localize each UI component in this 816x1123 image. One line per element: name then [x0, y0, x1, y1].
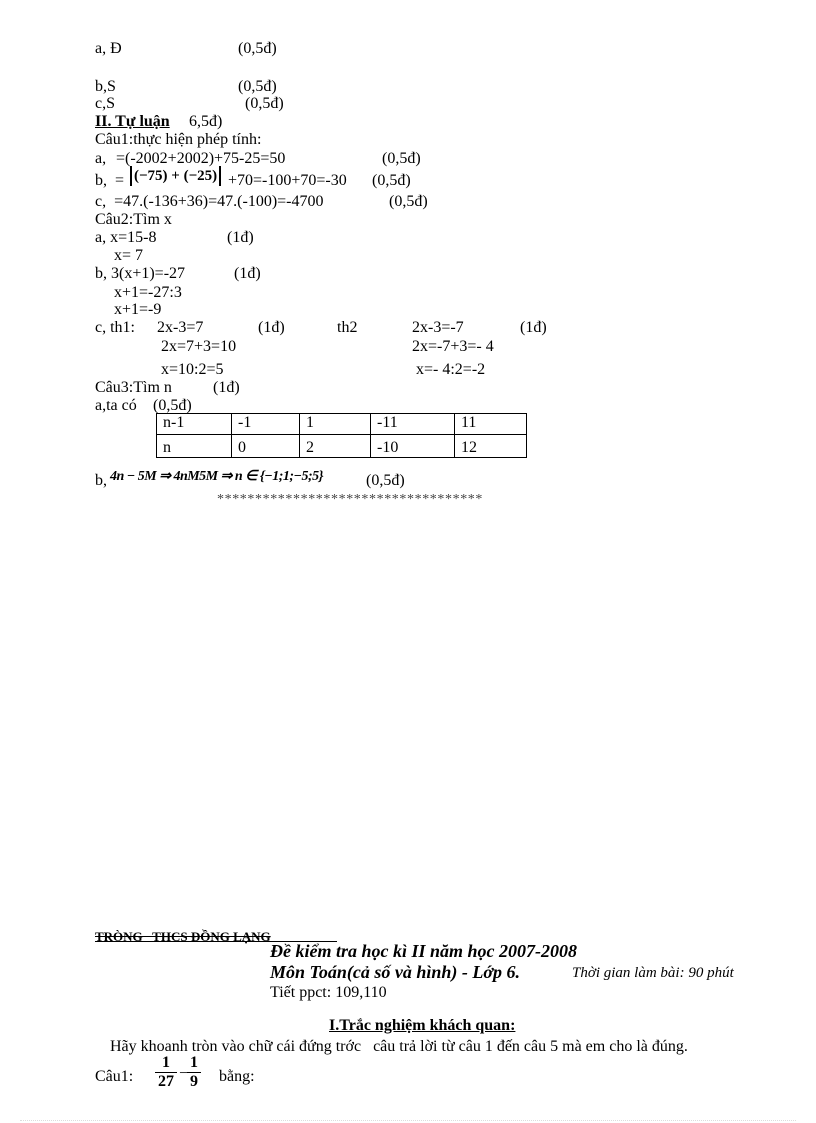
answer-c-score: (0,5đ): [245, 95, 284, 112]
cau2-b-score: (1đ): [234, 265, 261, 282]
cau2-a1: a, x=15-8: [95, 229, 157, 246]
divisor-table: [156, 413, 527, 458]
cau3-title: Câu3:Tìm n: [95, 379, 172, 396]
table-cell: -10: [371, 435, 455, 458]
exam-title: Đề kiểm tra học kì II năm học 2007-2008: [270, 941, 578, 961]
cau1-b-prefix: b, =: [95, 172, 125, 189]
cau2-c-prefix: c, th1:: [95, 319, 135, 336]
exam-periods: Tiết ppct: 109,110: [270, 984, 387, 1001]
page-bottom-divider: [20, 1120, 796, 1121]
cau2-b2: x+1=-27:3: [114, 284, 182, 301]
answer-a-label: a, Đ: [95, 40, 122, 57]
cau1-title: Câu1:thực hiện phép tính:: [95, 131, 262, 148]
table-cell: 1: [300, 414, 371, 435]
table-cell: -11: [371, 414, 455, 435]
cau1-a-score: (0,5đ): [382, 150, 421, 167]
table-cell: -1: [232, 414, 300, 435]
cau2-title: Câu2:Tìm x: [95, 211, 172, 228]
cau3-a-score: (0,5đ): [153, 397, 192, 414]
q1-label: Câu1:: [95, 1068, 134, 1085]
cau1-c-score: (0,5đ): [389, 193, 428, 210]
school-name: TRÒNG THCS ĐỒNG LẠNG: [95, 929, 271, 944]
cau2-b3: x+1=-9: [114, 301, 162, 318]
cau2-a2: x= 7: [114, 247, 144, 264]
cau2-a-score: (1đ): [227, 229, 254, 246]
answer-b-score: (0,5đ): [238, 78, 277, 95]
table-cell: 2: [300, 435, 371, 458]
essay-heading: II. Tự luận: [95, 113, 170, 130]
q1-minus: −: [179, 1065, 189, 1082]
exam-time: Thời gian làm bài: 90 phút: [572, 965, 734, 981]
table-cell: 12: [455, 435, 527, 458]
section1-heading: I.Trắc nghiệm khách quan:: [329, 1017, 516, 1034]
exam-subject: Môn Toán(cả số và hình) - Lớp 6.: [270, 962, 521, 982]
table-cell: 0: [232, 435, 300, 458]
cau2-b1: b, 3(x+1)=-27: [95, 265, 186, 282]
answer-c-label: c,S: [95, 95, 115, 112]
q1-suffix: bằng:: [219, 1068, 255, 1085]
cau1-b-score: (0,5đ): [372, 172, 411, 189]
q1-fraction-2-numerator: 1: [187, 1054, 201, 1073]
stars-separator: ***********************************: [217, 492, 483, 507]
cau2-c-th2-label: th2: [337, 319, 358, 336]
table-row: [157, 435, 527, 458]
table-row: [157, 414, 527, 435]
q1-fraction-1-denominator: 27: [158, 1073, 174, 1090]
cau3-b-formula: 4n − 5M ⇒ 4nM5M ⇒ n ∈ {−1;1;−5;5}: [110, 469, 324, 484]
cau3-title-score: (1đ): [213, 379, 240, 396]
cau1-a-text: =(-2002+2002)+75-25=50: [116, 150, 286, 167]
q1-fraction-1-numerator: 1: [155, 1054, 177, 1073]
q1-fraction-1: [155, 1054, 177, 1091]
section1-instruction: Hãy khoanh tròn vào chữ cái đứng trớc câu trả lời từ câu 1 đến câu 5 mà em cho là đúng.: [110, 1038, 688, 1055]
table-cell: n: [157, 435, 232, 458]
cau2-c-th1-score: (1đ): [258, 319, 285, 336]
cau1-b-abs-bracket: (−75) + (−25): [130, 166, 221, 186]
cau1-b-rest: +70=-100+70=-30: [228, 172, 347, 189]
table-cell: n-1: [157, 414, 232, 435]
cau1-a-prefix: a,: [95, 150, 107, 167]
cau2-c-th1-1: 2x-3=7: [157, 319, 204, 336]
answer-b-label: b,S: [95, 78, 116, 95]
cau2-c-th2-score: (1đ): [520, 319, 547, 336]
cau3-b-score: (0,5đ): [366, 472, 405, 489]
answer-a-score: (0,5đ): [238, 40, 277, 57]
essay-heading-score: 6,5đ): [189, 113, 223, 130]
table-cell: 11: [455, 414, 527, 435]
cau2-c-th2-3: x=- 4:2=-2: [416, 361, 486, 378]
q1-fraction-2: [187, 1054, 201, 1091]
cau3-b-prefix: b,: [95, 472, 107, 489]
cau3-a-text: a,ta có: [95, 397, 137, 414]
cau1-c-text: c, =47.(-136+36)=47.(-100)=-4700: [95, 193, 324, 210]
cau2-c-th1-3: x=10:2=5: [161, 361, 224, 378]
q1-fraction-2-denominator: 9: [190, 1073, 198, 1090]
cau2-c-th2-1: 2x-3=-7: [412, 319, 464, 336]
cau2-c-th1-2: 2x=7+3=10: [161, 338, 237, 355]
cau2-c-th2-2: 2x=-7+3=- 4: [412, 338, 494, 355]
